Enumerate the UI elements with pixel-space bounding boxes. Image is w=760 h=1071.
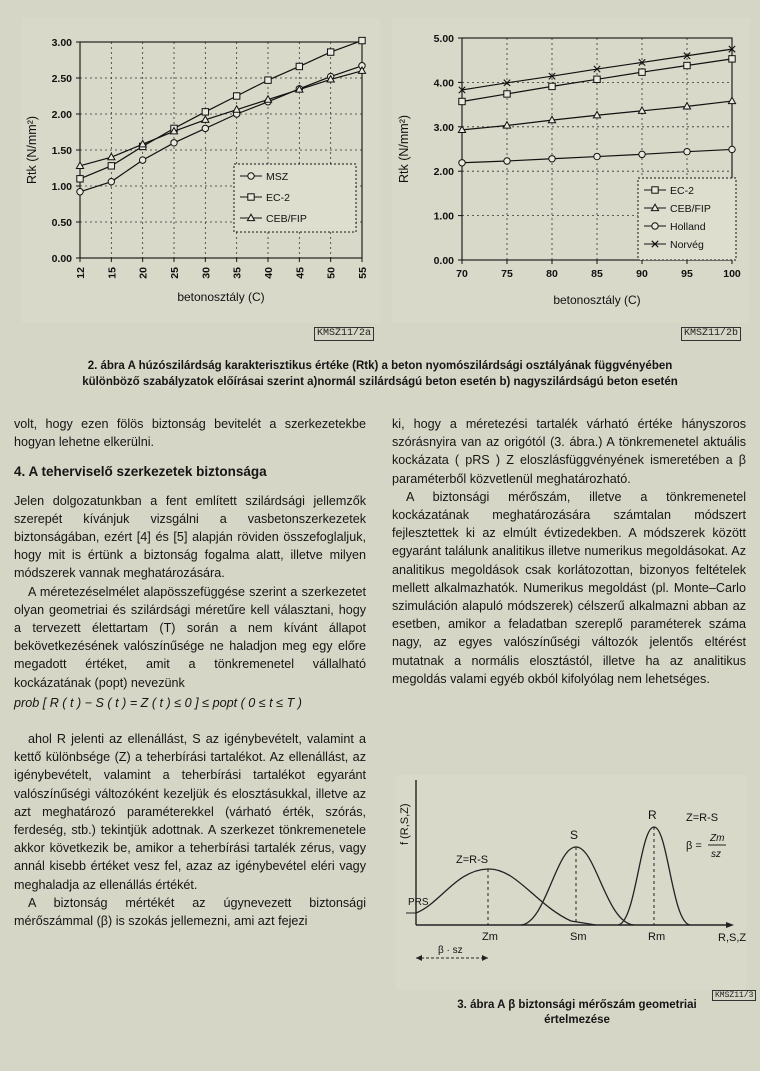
chart-b-point-0-5 [684,62,690,68]
f3-beta-lhs: β = [686,840,702,852]
chart-b-point-2-0 [459,160,465,166]
chart-b-point-0-1 [504,91,510,97]
chart-a-legend-marker-0 [248,173,254,179]
chart-a-ytick-label-4: 2.00 [51,109,72,121]
chart-a-xtick-label-0: 12 [75,267,87,279]
chart-b-xtick-label-3: 85 [591,268,603,280]
figure-2-caption [20,358,740,390]
probability-formula: prob [ R ( t ) − S ( t ) = Z ( t ) ≤ 0 ] ≤ popt ( 0 ≤ t ≤ T ) [14,695,302,710]
chart-a-xtick-label-2: 20 [137,267,150,279]
chart-b-ytick-label-5: 5.00 [433,33,454,45]
chart-a-point-1-6 [265,77,271,83]
chart-b-ytick-label-4: 4.00 [433,77,454,90]
f3-label-beta-sz: β · sz [438,945,463,956]
f3-beta-num: Zm [710,833,725,844]
figure-2-caption-line-2: különböző szabályzatok előírásai szerint a)normál szilárdságú beton esetén b) nagyszilárdságú beton esetén [82,376,678,388]
chart-a-ytick-label-5: 2.50 [51,73,72,85]
chart-b-legend-marker-0 [652,187,658,193]
chart-b-ytick-label-3: 3.00 [433,121,454,134]
f3-z-curve [416,869,596,925]
chart-b-point-2-3 [594,153,600,159]
figure-tag-2b: KMSZ11/2b [681,327,741,341]
chart-b-legend-label-2: Holland [670,221,706,233]
f3-label-r: R [648,808,657,822]
chart-b-point-0-3 [594,76,600,82]
chart-b-xtick-label-4: 90 [636,268,648,280]
chart-b-point-2-1 [504,158,510,164]
chart-a-point-1-0 [77,176,83,182]
right-paragraph-2: A biztonsági mérőszám, illetve a tönkremenetel kockázatának meghatározására számtalan módszert fejlesztettek ki az elmúlt évtizedekben. A módszerek között egyaránt találunk analitikus illetve numerikus megoldásokat. Az analitikus megoldások csak korlátozottan, bizonyos feltételek mellett alkalmazhatók. Numerikus megoldást (pl. Monte–Carlo szimuláción alapuló módszerek) célszerű alkalmazni abban az esetben, amikor a feladatban szereplő paraméterek száma nagy, az egyes valószínűségi változók jelentős eltérést mutatnak a normális elosztástól, illetve ha az analitikus megoldás valami egyéb okból kifolyólag nem lehetséges. [392,489,746,686]
chart-b-legend-label-3: Norvég [670,239,704,251]
figure-3-caption: 3. ábra A β biztonsági mérőszám geometriai értelmezése [457,999,697,1026]
chart-a-xtick-label-4: 30 [200,267,213,279]
chart-a-point-0-1 [108,178,114,184]
left-paragraph-5: A biztonság mértékét az úgynevezett biztonsági mérőszámmal (β) is szokás jellemezni, ami azt fejezi [14,895,366,929]
left-paragraph-2: Jelen dolgozatunkban a fent említett szilárdsági jellemzők szerepét kívánjuk vizsgálni a vasbetonszerkezetek biztonságában, ezért [4] és [5] alapján röviden összefoglaljuk, hogy mit is értünk a biztonság fogalma alatt, illetve milyen módszerek vannak meghatározására. [14,493,366,581]
f3-label-zm: Zm [482,931,498,943]
chart-b-point-0-0 [459,98,465,104]
chart-a-series-line-1 [80,41,362,179]
chart-a-xtick-label-1: 15 [106,267,119,279]
chart-a-point-0-3 [171,140,177,146]
chart-a-ytick-label-2: 1.00 [51,181,72,193]
left-paragraph-1: volt, hogy ezen fölös biztonság bevitelét a szerkezetekbe hogyan lehetne elkerülni. [14,417,366,450]
left-paragraph-4: ahol R jelenti az ellenállást, S az igénybevételt, valamint a kettő különbsége (Z) a teherbírási tartalékot. Az ellenállást, az igénybevételt, valamint a teherbírási tartalékot egyaránt valószínűségi változóként kezeljük és elosztásukkal, illetve az azt meghatározó paraméterekkel (várható érték, szórás, ferdeség, stb.) tekintjük adottnak. A szerkezet tönkremenetele akkor következik be, amikor a teherbírási tartalék zérus, vagy annál kisebb értéket vesz fel, azaz az igénybevétel eléri vagy meghaladja az ellenállás értékét. [14,732,366,892]
chart-a-ytick-label-3: 1.50 [51,145,72,157]
chart-b-point-2-5 [684,148,690,154]
f3-label-zrs: Z=R-S [456,854,489,866]
chart-a-ytick-label-1: 0.50 [51,217,72,229]
chart-a-ylabel: Rtk (N/mm²) [25,115,39,185]
chart-a-legend-marker-1 [248,194,254,200]
figure-3-diagram [396,775,746,990]
chart-b-ytick-label-2: 2.00 [433,166,454,179]
f3-label-rm: Rm [648,931,666,943]
chart-b-ytick-label-1: 1.00 [433,210,454,223]
f3-label-sm: Sm [570,931,587,943]
chart-b-xtick-label-6: 100 [723,268,741,280]
chart-a-xtick-label-5: 35 [231,267,244,279]
chart-a-xlabel: betonosztály (C) [177,290,265,304]
chart-b-point-2-4 [639,151,645,157]
chart-b-point-2-6 [729,146,735,152]
chart-a-point-1-7 [296,63,302,69]
chart-a-legend-label-0: MSZ [266,171,289,183]
chart-b-xtick-label-2: 80 [546,268,558,280]
f3-label-axis: R,S,Z [718,932,746,944]
figure-2-caption-line-1: 2. ábra A húzószilárdság karakterisztikus értéke (Rtk) a beton nyomószilárdsági osztályának függvényében [87,360,673,372]
chart-a-xtick-label-3: 25 [169,267,181,279]
f3-beta-arrow-left [416,955,422,961]
chart-b-xtick-label-1: 75 [501,268,513,280]
chart-b-xtick-label-0: 70 [456,268,468,280]
chart-b-legend-label-1: CEB/FIP [670,203,711,215]
chart-b-point-0-2 [549,83,555,89]
chart-a-point-1-8 [327,49,333,55]
chart-a-legend-label-1: EC-2 [266,192,290,204]
f3-label-s: S [570,828,579,842]
chart-a-xtick-label-6: 40 [263,267,275,279]
f3-label-prs: PRS [408,897,429,908]
chart-b-xtick-label-5: 95 [681,268,693,280]
f3-beta-arrow-right [482,955,488,961]
chart-b-xlabel: betonosztály (C) [553,293,641,307]
chart-b-legend-marker-2 [652,223,658,229]
chart-b-point-1-6 [728,97,735,103]
left-column [14,415,366,930]
chart-2b [392,18,750,323]
right-paragraph-1: ki, hogy a méretezési tartalék várható értéke hányszoros szórásnyira van az origótól (3. ábra.) A tönkremenetel aktuális kockázata ( pRS ) Z eloszlásfüggvényének ismeretében a β paraméterből közvetlenül meghatározható. [392,417,746,486]
chart-a-point-1-5 [233,93,239,99]
chart-a-xtick-label-8: 50 [325,267,338,279]
chart-a-ytick-label-6: 3.00 [51,37,72,49]
chart-b-point-2-2 [549,156,555,162]
chart-2a [22,18,380,323]
chart-a-xtick-label-9: 55 [357,267,369,279]
figure-tag-2a: KMSZ11/2a [314,327,374,341]
f3-beta-den: sz [711,849,721,860]
chart-a-point-1-4 [202,109,208,115]
f3-legend-zrs: Z=R-S [686,812,719,824]
chart-a-ytick-label-0: 0.00 [51,253,72,265]
f3-s-curve [521,847,634,925]
chart-b-legend-label-0: EC-2 [670,185,694,197]
chart-a-legend-label-2: CEB/FIP [266,213,307,225]
chart-b-ylabel: Rtk (N/mm²) [397,114,411,184]
chart-a-xtick-label-7: 45 [294,267,307,279]
chart-a-point-0-2 [139,157,145,163]
chart-b-point-0-6 [729,56,735,62]
figure-tag-3: KMSZ11/3 [712,990,756,1001]
chart-b-ytick-label-0: 0.00 [433,255,454,267]
right-column [392,415,746,688]
chart-a-point-1-9 [359,37,365,43]
chart-a-point-0-0 [77,189,83,195]
chart-a-series-line-2 [80,71,362,166]
f3-x-arrow [726,922,734,928]
left-paragraph-3: A méretezéselmélet alapösszefüggése szerint a szerkezetet olyan geometriai és szilárdsági méretűre kell választani, hogy a tervezett élettartam (T) során a nem kívánt állapot bekövetkezésének valószínűsége ne haladjon meg egy előre megadott értéket, amit a tönkremenetel vállalható kockázatának (popt) nevezünk [14,584,366,690]
f3-ylabel: f (R,S,Z) [399,803,411,845]
chart-a-point-1-1 [108,163,114,169]
chart-b-point-0-4 [639,69,645,75]
chart-a-point-0-4 [202,125,208,131]
section-4-heading: 4. A teherviselő szerkezetek biztonsága [14,464,267,480]
